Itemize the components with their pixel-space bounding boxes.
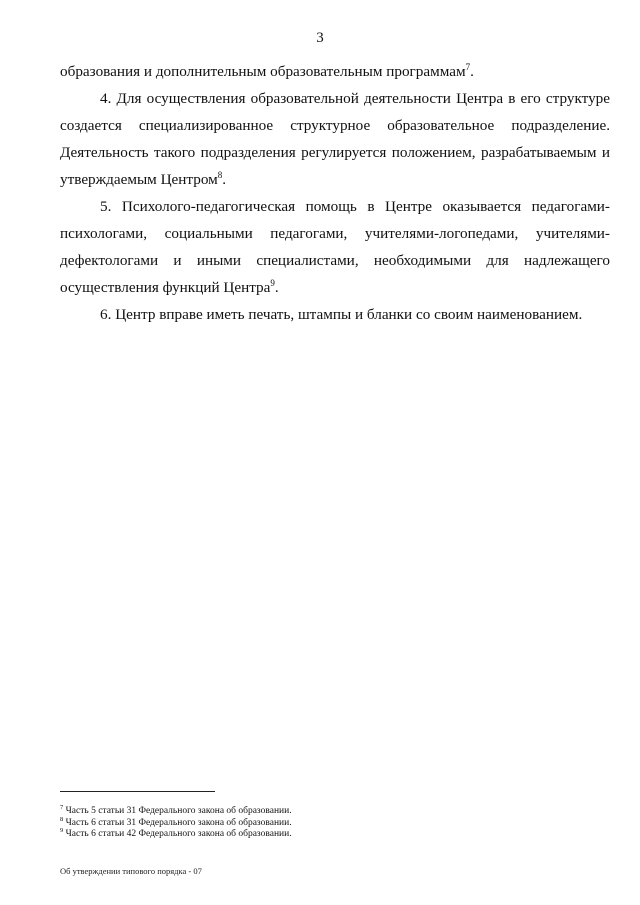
footnote-9: $^9$ Часть 6 статьи 42 Федерального закона об образовании. [60,826,292,839]
paragraph-5: 5. Психолого-педагогическая помощь в Центре оказывается педагогами-психологами, социальными педагогами, учителями-логопедами, учителями-дефектологами и иными специалистами, необходимыми для надлежащего осуществления функций Центра$^9$. [60,198,610,296]
footnote-ref-9[interactable]: 9 [270,277,275,288]
page-number: 3 [316,30,324,46]
footnote-ref-8[interactable]: 8 [217,169,223,180]
footnote-8: $^8$ Часть 6 статьи 31 Федерального закона об образовании. [60,815,292,828]
paragraph-continuation: образования и дополнительным образовательным программам$^7$. [60,61,474,80]
footnote-ref-7[interactable]: 7 [465,61,471,72]
footnote-divider [60,791,215,792]
paragraph-4: 4. Для осуществления образовательной деятельности Центра в его структуре создается специализированное структурное образовательное подразделение. Деятельность такого подразделения регулируется положением, разрабатываемым и утверждаемым Центром$^8$. [60,90,610,188]
body-text [60,58,610,328]
footnotes [60,803,610,841]
paragraph-6: 6. Центр вправе иметь печать, штампы и бланки со своим наименованием. [100,306,583,323]
footnote-7: $^7$ Часть 5 статьи 31 Федерального закона об образовании. [60,803,292,816]
page-footer: Об утверждении типового порядка - 07 [60,866,202,876]
